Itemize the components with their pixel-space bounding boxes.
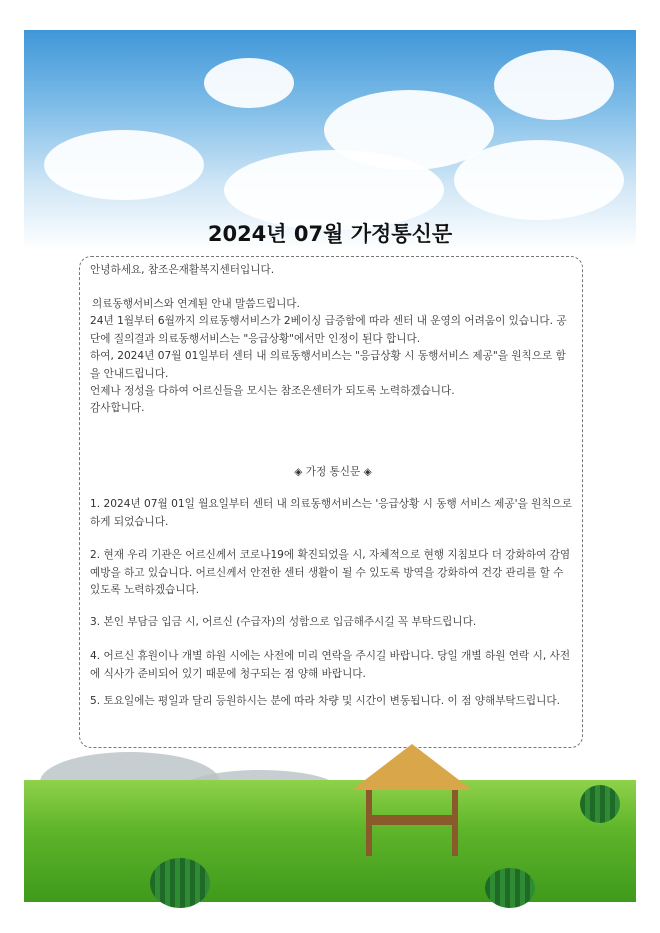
intro-line: 언제나 정성을 다하여 어르신들을 모시는 참조은센터가 되도록 노력하겠습니다.	[90, 385, 455, 397]
notice-item: 4. 어르신 휴원이나 개별 하원 시에는 사전에 미리 연락을 주시길 바랍니다. 당일 개별 하원 연락 시, 사전에 식사가 준비되어 있기 때문에 청구되는 점 양해 바랍니다.	[90, 650, 571, 680]
intro-line: 24년 1월부터 6월까지 의료동행서비스가 2베이싱 급증함에 따라 센터 내 운영의 어려움이 있습니다. 공단에 질의결과 의료동행서비스는 "응급상황"에서만 인정이 된다 합니다.	[90, 315, 567, 345]
cloud	[454, 140, 624, 220]
intro-line: 감사합니다.	[90, 402, 145, 414]
intro-line: 의료동행서비스와 연계된 안내 말씀드립니다.	[92, 298, 300, 310]
sky-header-image	[24, 30, 636, 250]
watermelon	[150, 858, 210, 908]
notice-item: 5. 토요일에는 평일과 달리 등원하시는 분에 따라 차량 및 시간이 변동됩니다. 이 점 양해부탁드립니다.	[90, 695, 560, 707]
cloud	[204, 58, 294, 108]
grass-field-image	[24, 780, 636, 902]
notice-item: 1. 2024년 07월 01일 월요일부터 센터 내 의료동행서비스는 '응급상황 시 동행 서비스 제공'을 원칙으로 하게 되었습니다.	[90, 498, 576, 528]
watermelon	[580, 785, 620, 823]
cloud	[494, 50, 614, 120]
pavilion-bench	[366, 815, 458, 825]
intro-line: 하여, 2024년 07월 01일부터 센터 내 의료동행서비스는 "응급상황 시 동행서비스 제공"을 원칙으로 함을 안내드립니다.	[90, 350, 566, 380]
page-title: 2024년 07월 가정통신문	[207, 222, 453, 246]
notice-item: 2. 현재 우리 기관은 어르신께서 코로나19에 확진되었을 시, 자체적으로 현행 지침보다 더 강화하여 감염 예방을 하고 있습니다. 어르신께서 안전한 센터 생활이 될 수 있도록 방역을 강화하여 건강 관리를 할 수 있도록 노력하겠습니다.	[90, 549, 574, 597]
pavilion-roof	[352, 744, 472, 790]
watermelon	[485, 868, 535, 908]
greeting: 안녕하세요, 참조은재활복지센터입니다.	[90, 264, 275, 276]
cloud	[44, 130, 204, 200]
notice-item: 3. 본인 부담금 입금 시, 어르신 (수급자)의 성함으로 입금해주시길 꼭 부탁드립니다.	[90, 616, 477, 628]
section-title: ◈ 가정 통신문 ◈	[294, 466, 372, 478]
